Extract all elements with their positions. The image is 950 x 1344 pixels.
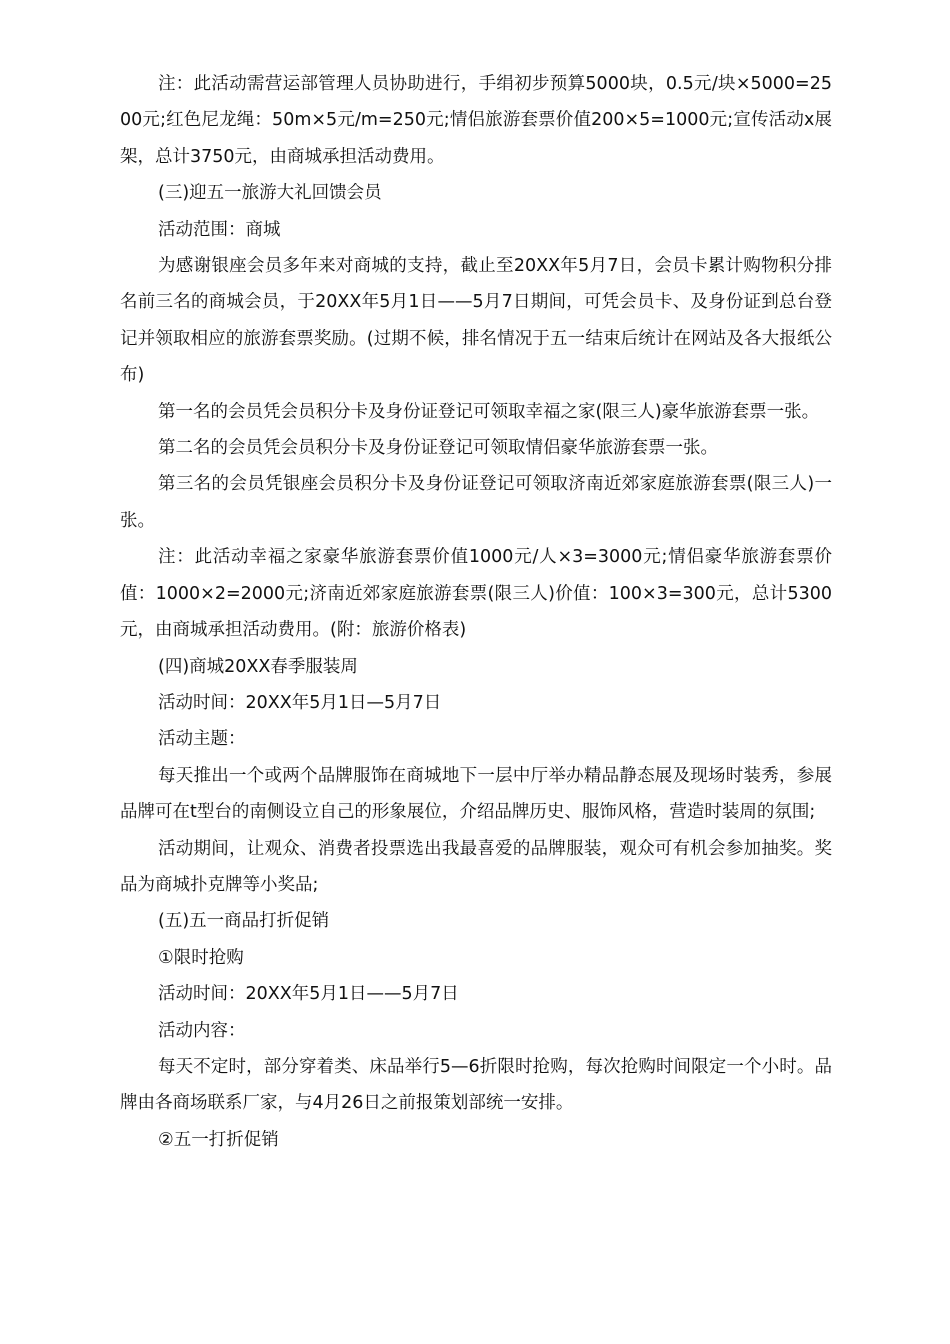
third-place-paragraph: 第三名的会员凭银座会员积分卡及身份证登记可领取济南近郊家庭旅游套票(限三人)一张。 xyxy=(120,474,832,531)
section-3-heading: (三)迎五一旅游大礼回馈会员 xyxy=(158,183,382,204)
flash-sale-time-line: 活动时间：20XX年5月1日——5月7日 xyxy=(158,984,459,1005)
first-place-paragraph: 第一名的会员凭会员积分卡及身份证登记可领取幸福之家(限三人)豪华旅游套票一张。 xyxy=(158,401,820,422)
fashion-show-paragraph: 每天推出一个或两个品牌服饰在商城地下一层中厅举办精品静态展及现场时装秀，参展品牌可在t型台的南侧设立自己的形象展位，介绍品牌历史、服饰风格，营造时装周的氛围; xyxy=(120,765,832,823)
section-5-heading: (五)五一商品打折促销 xyxy=(158,911,330,932)
second-place-paragraph: 第二名的会员凭会员积分卡及身份证登记可领取情侣豪华旅游套票一张。 xyxy=(158,438,718,459)
voting-paragraph: 活动期间，让观众、消费者投票选出我最喜爱的品牌服装，观众可有机会参加抽奖。奖品为商城扑克牌等小奖品; xyxy=(120,838,832,895)
fashion-week-time-line: 活动时间：20XX年5月1日—5月7日 xyxy=(158,692,442,713)
flash-sale-subheading: ①限时抢购 xyxy=(158,947,244,968)
member-reward-paragraph: 为感谢银座会员多年来对商城的支持，截止至20XX年5月7日，会员卡累计购物积分排名前三名的商城会员，于20XX年5月1日——5月7日期间，可凭会员卡、及身份证到总台登记并领取相应的旅游套票奖励。(过期不候，排名情况于五一结束后统计在网站及各大报纸公布) xyxy=(120,256,832,386)
fashion-week-theme-label: 活动主题： xyxy=(158,729,246,750)
section-4-heading: (四)商城20XX春季服装周 xyxy=(158,656,358,677)
discount-subheading: ②五一打折促销 xyxy=(158,1129,279,1150)
flash-sale-content-label: 活动内容： xyxy=(158,1020,246,1041)
activity-scope-line: 活动范围：商城 xyxy=(158,219,281,240)
document-page xyxy=(120,66,832,1158)
travel-cost-note-paragraph: 注：此活动幸福之家豪华旅游套票价值1000元/人×3=3000元;情侣豪华旅游套票价值：1000×2=2000元;济南近郊家庭旅游套票(限三人)价值：100×3=300元，总计5300元，由商城承担活动费用。(附：旅游价格表) xyxy=(120,547,832,641)
budget-note-paragraph: 注：此活动需营运部管理人员协助进行，手绢初步预算5000块，0.5元/块×5000=2500元;红色尼龙绳：50m×5元/m=250元;情侣旅游套票价值200×5=1000元;宣传活动x展架，总计3750元，由商城承担活动费用。 xyxy=(120,74,832,167)
flash-sale-paragraph: 每天不定时，部分穿着类、床品举行5—6折限时抢购，每次抢购时间限定一个小时。品牌由各商场联系厂家，与4月26日之前报策划部统一安排。 xyxy=(120,1056,832,1114)
